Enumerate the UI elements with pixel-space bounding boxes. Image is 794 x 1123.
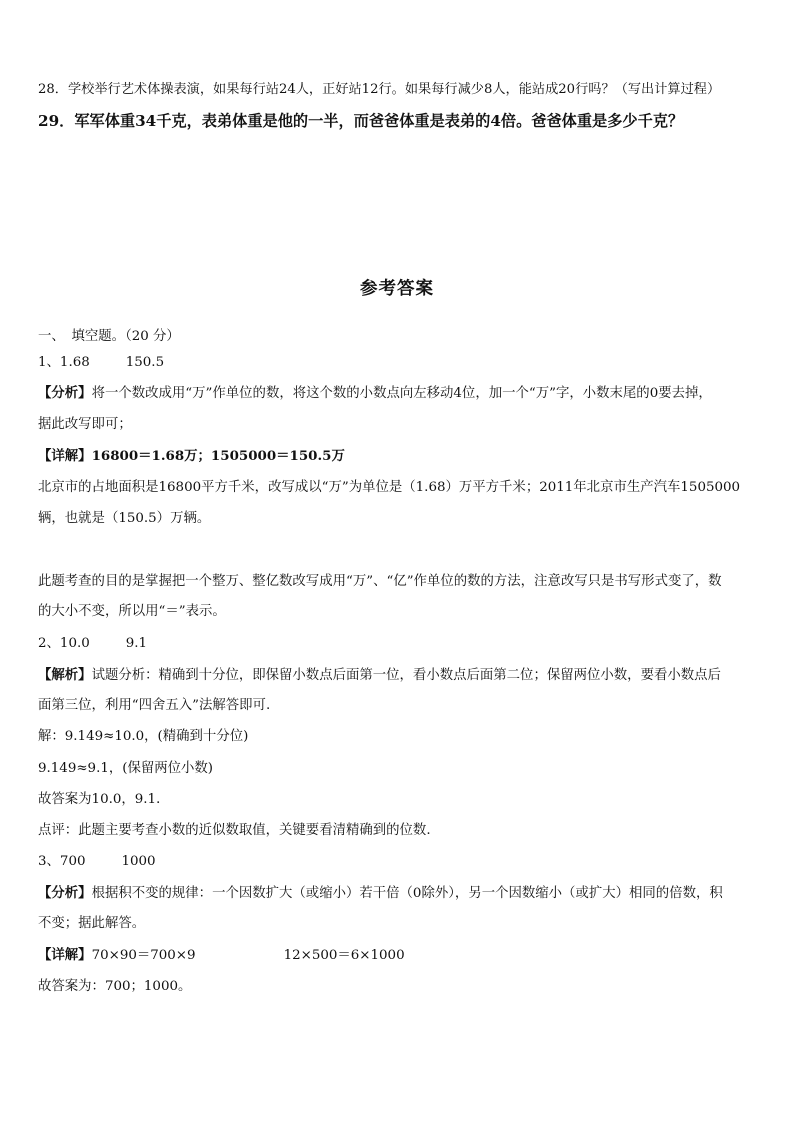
answer-2-review: 点评：此题主要考查小数的近似数取值，关键要看清精确到的位数.	[38, 823, 431, 838]
answer-3-final: 故答案为：700；1000。	[38, 979, 192, 994]
analysis-text: 根据积不变的规律：一个因数扩大（或缩小）若干倍（0除外），另一个因数缩小（或扩大）相同的倍数，积	[91, 886, 723, 901]
answer-3-detail	[38, 947, 405, 964]
answer-value: 150.5	[125, 355, 165, 370]
analysis-text: 将一个数改成用“万”作单位的数，将这个数的小数点向左移动4位，加一个“万”字，小数末尾的0要去掉，	[91, 386, 712, 401]
section-heading: 一、 填空题。（20 分）	[38, 329, 180, 344]
analysis-tag: 【解析】	[38, 667, 92, 683]
answer-2-solution: 解：9.149≈10.0，(精确到十分位)	[38, 729, 249, 744]
answer-number: 3、	[38, 854, 60, 869]
answer-2-final: 故答案为10.0，9.1．	[38, 792, 170, 807]
answer-2-analysis	[38, 667, 721, 684]
answer-2-line	[38, 636, 147, 652]
answer-value: 1.68	[59, 355, 90, 370]
detail-expression: 70×90＝700×9	[91, 948, 196, 963]
answer-value: 1000	[121, 854, 156, 869]
answer-3-line	[38, 854, 156, 870]
answer-number: 2、	[38, 636, 60, 651]
detail-tag: 【详解】	[38, 448, 92, 464]
answer-1-note-cont: 的大小不变，所以用“＝”表示。	[38, 604, 226, 619]
answer-number: 1、	[38, 355, 60, 370]
answer-2-solution-cont: 9.149≈9.1，(保留两位小数)	[38, 761, 214, 776]
answer-1-text: 北京市的占地面积是16800平方千米，改写成以“万”为单位是（1.68）万平方千米；2011年北京市生产汽车1505000	[38, 480, 741, 495]
answers-title: 参考答案	[360, 279, 434, 299]
detail-tag: 【详解】	[38, 947, 92, 963]
answer-3-analysis-cont: 不变；据此解答。	[38, 916, 146, 931]
question-28: 28．学校举行艺术体操表演，如果每行站24人，正好站12行。如果每行减少8人，能站成20行吗？（写出计算过程）	[38, 82, 721, 97]
analysis-text: 试题分析：精确到十分位，即保留小数点后面第一位，看小数点后面第二位；保留两位小数，要看小数点后	[91, 668, 721, 683]
detail-expression: 12×500＝6×1000	[283, 948, 405, 963]
answer-1-text-cont: 辆，也就是（150.5）万辆。	[38, 511, 211, 526]
answer-2-analysis-cont: 面第三位，利用“四舍五入”法解答即可.	[38, 698, 271, 713]
question-29: 29．军军体重34千克，表弟体重是他的一半，而爸爸体重是表弟的4倍。爸爸体重是多少千克？	[38, 112, 684, 130]
analysis-tag: 【分析】	[38, 385, 92, 401]
detail-text: 16800＝1.68万；1505000＝150.5万	[91, 448, 345, 464]
answer-value: 10.0	[59, 636, 90, 651]
analysis-tag: 【分析】	[38, 885, 92, 901]
answer-value: 9.1	[125, 636, 148, 651]
answer-1-analysis	[38, 385, 712, 402]
answer-value: 700	[59, 854, 86, 869]
answer-1-note: 此题考查的目的是掌握把一个整万、整亿数改写成用“万”、“亿”作单位的数的方法，注意改写只是书写形式变了，数	[38, 574, 722, 589]
answer-1-analysis-cont: 据此改写即可；	[38, 417, 132, 432]
answer-3-analysis	[38, 885, 723, 902]
answer-1-detail	[38, 448, 345, 464]
answer-1-line	[38, 355, 164, 371]
